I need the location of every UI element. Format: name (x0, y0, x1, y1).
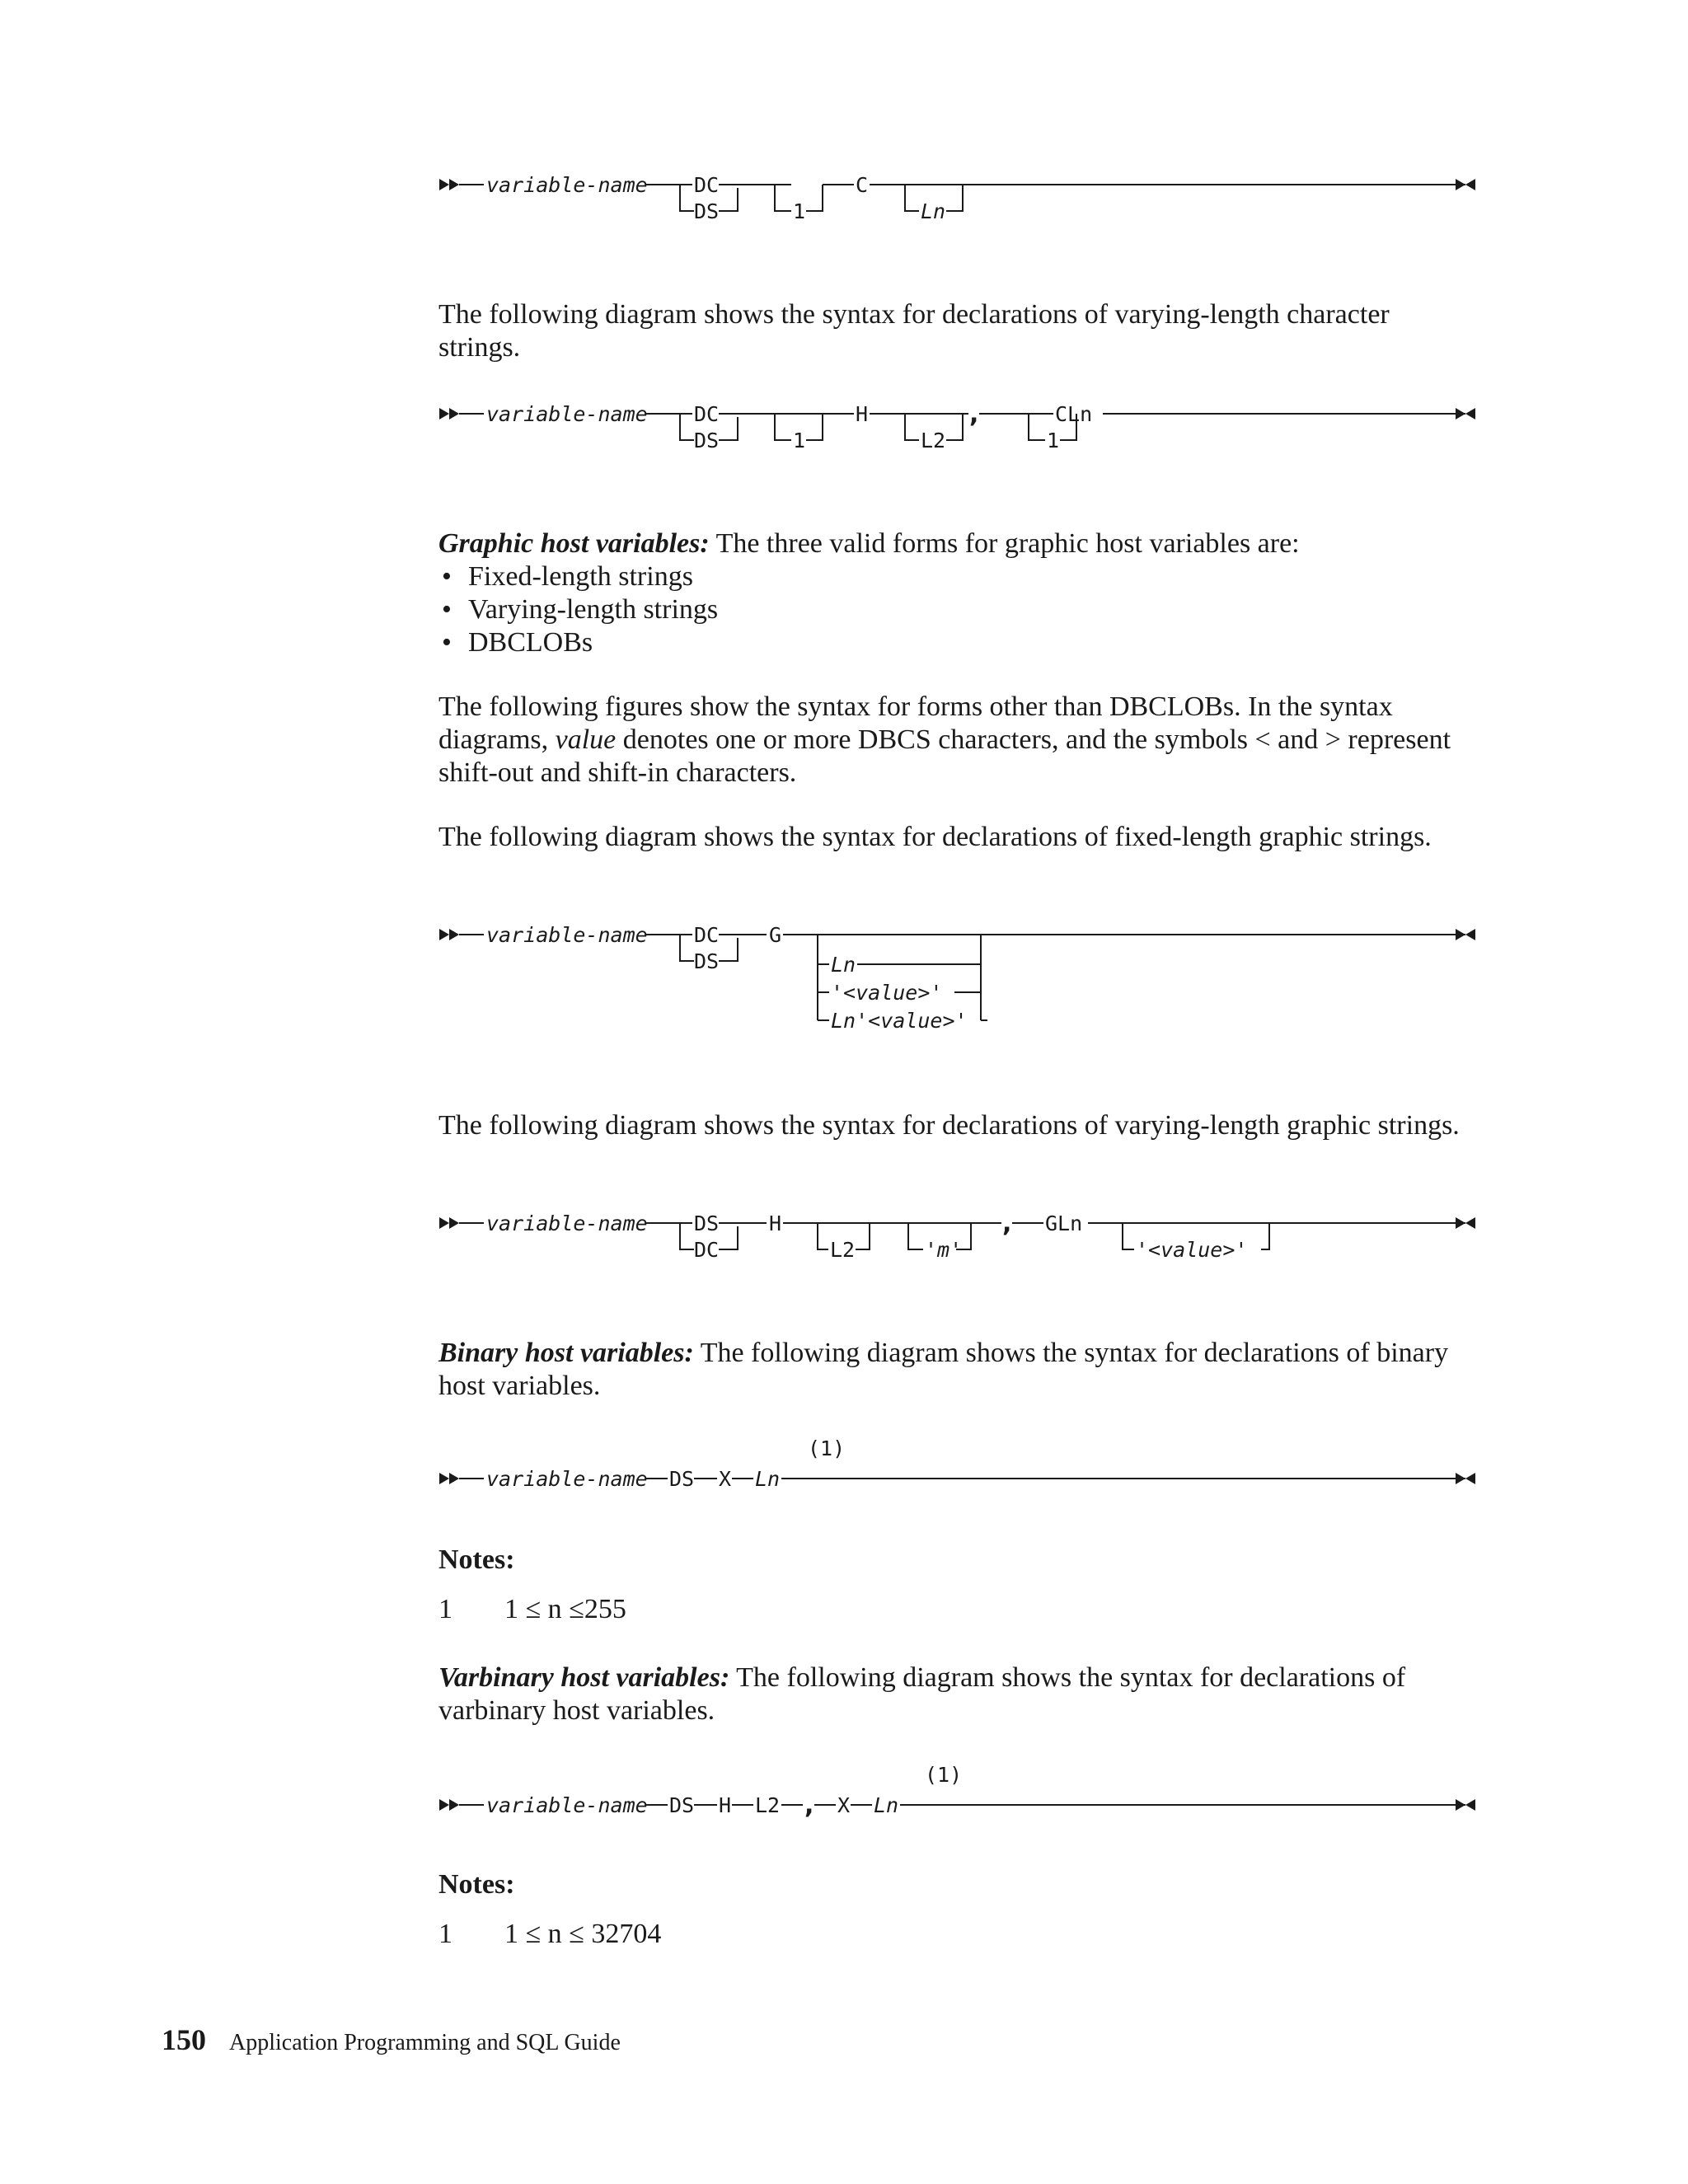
document-title: Application Programming and SQL Guide (229, 2030, 621, 2055)
h-keyword: H (856, 402, 869, 426)
syntax-diagram-binary (437, 1429, 1475, 1495)
syntax-diagram-varbinary (437, 1755, 1475, 1821)
variable-name-label: variable-name (486, 923, 648, 947)
syntax-diagram-fixed-graphic (437, 915, 1475, 1047)
one-option: 1 (793, 199, 806, 223)
c-keyword: C (856, 173, 869, 197)
m-option: 'm' (925, 1238, 963, 1262)
forms-text-part-2: denotes one or more DBCS characters, and the symbols < and > represent shift-out and shift-in characters. (438, 724, 1451, 788)
syntax-diagram-varying-char (437, 394, 1475, 468)
note-reference: (1) (808, 1436, 846, 1460)
dc-keyword: DC (694, 923, 720, 947)
list-item: • DBCLOBs (438, 626, 1477, 659)
binary-host-variables-text: The following diagram shows the syntax for declarations of binary host variables. (438, 1338, 1449, 1401)
ds-keyword: DS (694, 199, 720, 223)
dc-keyword: DC (694, 173, 720, 197)
h-keyword: H (769, 1212, 782, 1235)
ln-keyword: Ln (755, 1467, 781, 1491)
varbinary-host-variables-lead: Varbinary host variables: (438, 1662, 730, 1693)
graphic-host-variables-lead: Graphic host variables: (438, 528, 710, 559)
syntax-diagram-fixed-char (437, 165, 1475, 239)
one-option: 1 (1047, 429, 1060, 452)
note-number: 1 (438, 1594, 452, 1624)
notes-heading: Notes: (438, 1544, 515, 1575)
note-reference: (1) (925, 1763, 963, 1787)
ln-keyword: Ln (874, 1793, 899, 1817)
paragraph-graphic-host-variables (438, 527, 1477, 560)
ln-option: Ln (831, 953, 856, 977)
ds-keyword: DS (694, 1212, 720, 1235)
x-keyword: X (719, 1467, 732, 1491)
dc-keyword: DC (694, 402, 720, 426)
ds-keyword: DS (669, 1793, 695, 1817)
ln-value-option: Ln'<value>' (831, 1009, 968, 1033)
ds-keyword: DS (694, 429, 720, 452)
page-footer (162, 2022, 621, 2057)
cln-keyword: CLn (1055, 402, 1093, 426)
notes-heading: Notes: (438, 1869, 515, 1900)
l2-keyword: L2 (755, 1793, 781, 1817)
paragraph-varying-graphic: The following diagram shows the syntax for declarations of varying-length graphic strings. (438, 1110, 1460, 1141)
ds-keyword: DS (669, 1467, 695, 1491)
variable-name-label: variable-name (486, 1793, 648, 1817)
graphic-forms-list (438, 560, 1477, 659)
list-item: • Varying-length strings (438, 593, 1477, 626)
value-option: '<value>' (831, 981, 943, 1005)
paragraph-binary-host-variables (438, 1337, 1477, 1403)
note-text: 1 ≤ n ≤255 (504, 1594, 626, 1624)
paragraph-forms (438, 691, 1477, 790)
h-keyword: H (719, 1793, 732, 1817)
variable-name-label: variable-name (486, 1467, 648, 1491)
comma-separator: , (804, 1791, 814, 1820)
comma-separator: , (969, 400, 979, 429)
paragraph-varbinary-host-variables (438, 1661, 1477, 1727)
variable-name-label: variable-name (486, 1212, 648, 1235)
note-text: 1 ≤ n ≤ 32704 (504, 1919, 662, 1949)
forms-text-part-1: The following figures show the syntax for forms other than DBCLOBs. In the syntax diagrams, (438, 691, 1393, 755)
binary-host-variables-lead: Binary host variables: (438, 1338, 694, 1368)
dc-keyword: DC (694, 1238, 720, 1262)
note-number: 1 (438, 1919, 452, 1949)
variable-name-label: variable-name (486, 173, 648, 197)
one-option: 1 (793, 429, 806, 452)
paragraph-fixed-graphic: The following diagram shows the syntax for declarations of fixed-length graphic strings. (438, 822, 1432, 852)
list-item: • Fixed-length strings (438, 560, 1477, 593)
value-option: '<value>' (1136, 1238, 1248, 1262)
comma-separator: , (1002, 1209, 1012, 1238)
l2-option: L2 (921, 429, 946, 452)
graphic-host-variables-text: The three valid forms for graphic host variables are: (709, 528, 1300, 559)
syntax-diagram-varying-graphic (437, 1203, 1475, 1277)
ln-option: Ln (921, 199, 946, 223)
l2-option: L2 (830, 1238, 856, 1262)
paragraph-varying-char: The following diagram shows the syntax for declarations of varying-length character strings. (438, 299, 1390, 363)
forms-value-term: value (555, 724, 617, 755)
variable-name-label: variable-name (486, 402, 648, 426)
g-keyword: G (769, 923, 782, 947)
x-keyword: X (837, 1793, 851, 1817)
page-number: 150 (162, 2023, 206, 2056)
varbinary-host-variables-text: The following diagram shows the syntax for declarations of varbinary host variables. (438, 1662, 1406, 1726)
gln-keyword: GLn (1045, 1212, 1083, 1235)
ds-keyword: DS (694, 949, 720, 973)
